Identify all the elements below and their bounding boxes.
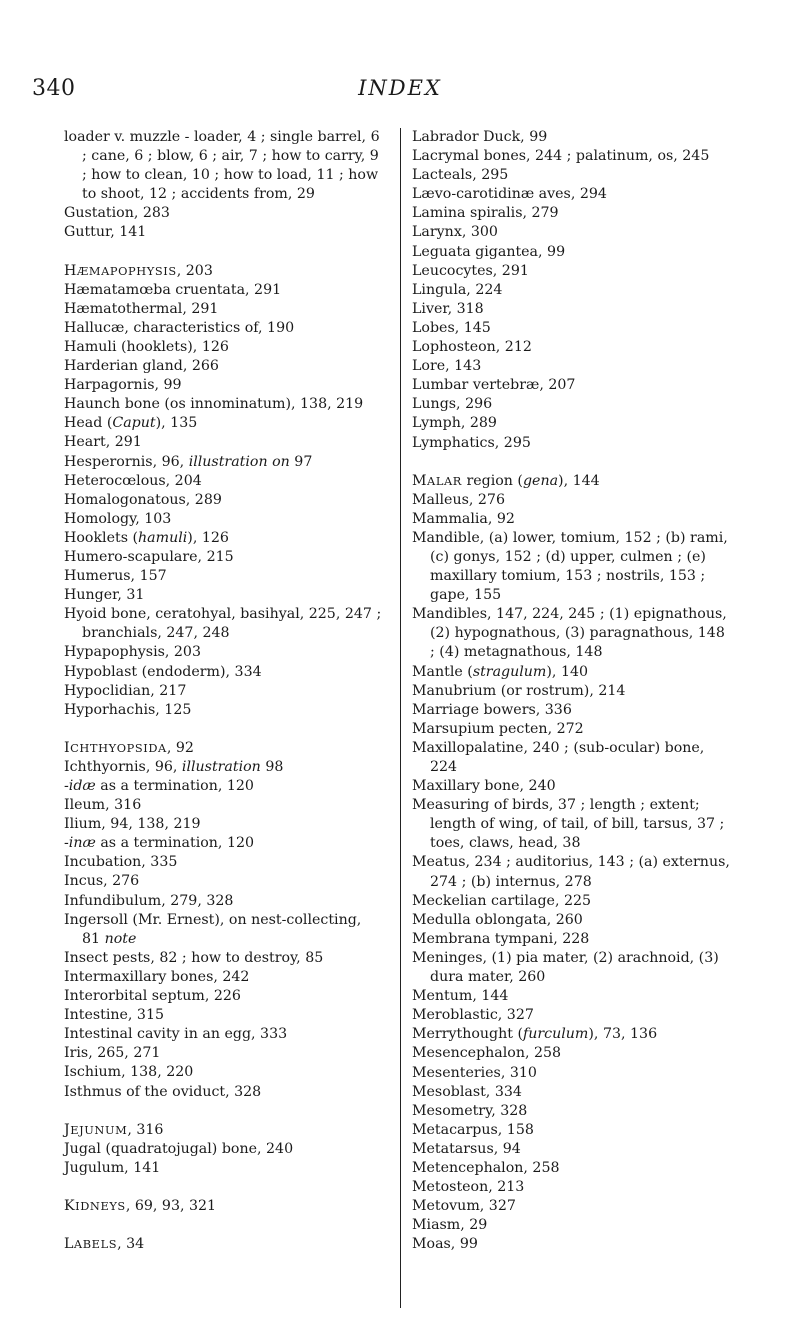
index-entry: Labrador Duck, 99 — [412, 129, 548, 145]
index-entry: Merrythought (furculum), 73, 136 — [412, 1026, 658, 1043]
index-entry: Incubation, 335 — [64, 854, 178, 871]
index-entry: Intestinal cavity in an egg, 333 — [64, 1026, 288, 1043]
index-entry: Iris, 265, 271 — [64, 1045, 161, 1062]
index-entry: Ilium, 94, 138, 219 — [64, 816, 201, 833]
index-entry: Larynx, 300 — [412, 224, 498, 241]
index-entry: Medulla oblongata, 260 — [412, 911, 583, 928]
index-entry: Mentum, 144 — [412, 988, 509, 1005]
index-entry: Lophosteon, 212 — [412, 339, 532, 356]
index-entry: Leguata gigantea, 99 — [412, 243, 566, 260]
index-entry: Haunch bone (os innominatum), 138, 219 — [64, 396, 364, 413]
l-section — [64, 1235, 382, 1254]
m-entries — [412, 491, 730, 1255]
l-entries — [412, 128, 730, 453]
index-entry: Hunger, 31 — [64, 587, 145, 604]
h-section — [64, 262, 382, 720]
index-entry: Ileum, 316 — [64, 797, 142, 814]
k-section — [64, 1197, 382, 1216]
index-entry: Lamina spiralis, 279 — [412, 205, 559, 222]
index-entry: Heterocœlous, 204 — [64, 472, 202, 489]
index-entry: Harderian gland, 266 — [64, 358, 219, 375]
index-entry: Metosteon, 213 — [412, 1179, 525, 1196]
index-entry: Lymph, 289 — [412, 415, 497, 432]
index-entry: Hallucæ, characteristics of, 190 — [64, 319, 295, 336]
index-entry: Homology, 103 — [64, 510, 172, 527]
h-entries — [64, 281, 382, 720]
index-entry: Mandible, (a) lower, tomium, 152 ; (b) rami, (c) gonys, 152 ; (d) upper, culmen ; (e) maxillary tomium, 153 ; nostrils, 153 ; gape, 155 — [412, 529, 728, 604]
index-entry: Ischium, 138, 220 — [64, 1064, 194, 1081]
index-entry: Hæmatamœba cruentata, 291 — [64, 281, 282, 298]
index-entry: Mesenteries, 310 — [412, 1064, 537, 1081]
index-entry: Lacteals, 295 — [412, 167, 509, 184]
index-entry: Lævo-carotidinæ aves, 294 — [412, 186, 607, 203]
index-entry: Metencephalon, 258 — [412, 1159, 560, 1176]
index-entry: Hesperornis, 96, illustration on 97 — [64, 453, 313, 470]
index-entry: Malleus, 276 — [412, 491, 505, 508]
index-entry: Intermaxillary bones, 242 — [64, 968, 250, 985]
index-entry: Lymphatics, 295 — [412, 434, 531, 451]
index-entry: Jugulum, 141 — [64, 1159, 161, 1176]
page-number: 340 — [32, 76, 76, 101]
index-entry: Metovum, 327 — [412, 1198, 516, 1215]
index-entry: Mesometry, 328 — [412, 1102, 528, 1119]
index-entry: Harpagornis, 99 — [64, 377, 182, 394]
index-entry: Incus, 276 — [64, 873, 140, 890]
index-entry: Meroblastic, 327 — [412, 1007, 534, 1024]
index-entry: Hooklets (hamuli), 126 — [64, 529, 229, 546]
index-entry: Leucocytes, 291 — [412, 262, 529, 279]
index-entry: Hyporhachis, 125 — [64, 701, 192, 718]
index-entry: Marriage bowers, 336 — [412, 701, 572, 718]
index-entry: Jugal (quadratojugal) bone, 240 — [64, 1140, 294, 1157]
i-entries — [64, 758, 382, 1102]
index-entry: Head (Caput), 135 — [64, 415, 198, 432]
index-entry: Metacarpus, 158 — [412, 1121, 534, 1138]
index-entry: Humero-scapulare, 215 — [64, 548, 234, 565]
index-entry: Hyoid bone, ceratohyal, basihyal, 225, 247 ; branchials, 247, 248 — [64, 606, 382, 642]
index-entry: loader v. muzzle - loader, 4 ; single barrel, 6 ; cane, 6 ; blow, 6 ; air, 7 ; how to carry, 9 ; how to clean, 10 ; how to load, 11 ; how to shoot, 12 ; accidents from, 29 — [64, 129, 380, 203]
index-entry: Lore, 143 — [412, 358, 482, 375]
section-head-j: JEJUNUM, 316 — [64, 1121, 164, 1138]
index-entry: Ichthyornis, 96, illustration 98 — [64, 758, 284, 775]
index-entry: Meckelian cartilage, 225 — [412, 892, 592, 909]
index-entry: Heart, 291 — [64, 434, 142, 451]
index-entry: Meninges, (1) pia mater, (2) arachnoid, (3) dura mater, 260 — [412, 949, 719, 986]
g-entries-group — [64, 128, 382, 243]
index-entry: Humerus, 157 — [64, 568, 167, 585]
index-entry: Ingersoll (Mr. Ernest), on nest-collecting, 81 note — [64, 911, 362, 947]
index-entry: Hypapophysis, 203 — [64, 644, 201, 661]
index-entry: Insect pests, 82 ; how to destroy, 85 — [64, 949, 324, 966]
index-entry: Lungs, 296 — [412, 396, 493, 413]
right-column — [412, 128, 730, 1254]
m-section — [412, 472, 730, 1255]
section-head-l: LABELS, 34 — [64, 1235, 145, 1252]
index-entry: Guttur, 141 — [64, 224, 147, 241]
index-entry: Maxillopalatine, 240 ; (sub-ocular) bone, 224 — [412, 739, 705, 775]
index-entry: Hypoclidian, 217 — [64, 682, 187, 699]
index-entry: Mammalia, 92 — [412, 510, 515, 527]
index-entry: Interorbital septum, 226 — [64, 988, 241, 1005]
index-entry: Infundibulum, 279, 328 — [64, 892, 234, 909]
index-entry: Measuring of birds, 37 ; length ; extent; length of wing, of tail, of bill, tarsus, 37 ; toes, claws, head, 38 — [412, 797, 725, 852]
index-entry: Gustation, 283 — [64, 205, 170, 222]
index-entry: Manubrium (or rostrum), 214 — [412, 682, 626, 699]
section-head-i: ICHTHYOPSIDA, 92 — [64, 739, 194, 756]
page-header — [0, 70, 800, 110]
index-entry: Homalogonatous, 289 — [64, 491, 222, 508]
index-entry: Lobes, 145 — [412, 319, 491, 336]
index-entry: Isthmus of the oviduct, 328 — [64, 1083, 262, 1100]
index-entry: Liver, 318 — [412, 300, 484, 317]
section-head-h: HÆMAPOPHYSIS, 203 — [64, 262, 213, 279]
j-section — [64, 1121, 382, 1178]
index-entry: Meatus, 234 ; auditorius, 143 ; (a) externus, 274 ; (b) internus, 278 — [412, 854, 730, 890]
section-head-k: KIDNEYS, 69, 93, 321 — [64, 1197, 217, 1214]
index-entry: Lumbar vertebræ, 207 — [412, 377, 576, 394]
index-entry: Lacrymal bones, 244 ; palatinum, os, 245 — [412, 148, 710, 165]
running-head: INDEX — [358, 76, 442, 100]
index-entry: -inæ as a termination, 120 — [64, 835, 255, 852]
index-entry: Hypoblast (endoderm), 334 — [64, 663, 262, 680]
index-entry: Mandibles, 147, 224, 245 ; (1) epignathous, (2) hypognathous, (3) paragnathous, 148 ; (4) metagnathous, 148 — [412, 606, 727, 661]
index-entry: -idæ as a termination, 120 — [64, 778, 254, 794]
index-entry: Marsupium pecten, 272 — [412, 720, 584, 737]
left-column — [64, 128, 382, 1254]
j-entries — [64, 1140, 382, 1178]
index-entry: Membrana tympani, 228 — [412, 930, 590, 947]
section-head-m: MALAR region (gena), 144 — [412, 472, 600, 489]
index-entry: Miasm, 29 — [412, 1217, 488, 1234]
i-section — [64, 739, 382, 1102]
index-entry: Metatarsus, 94 — [412, 1140, 521, 1157]
index-entry: Intestine, 315 — [64, 1007, 164, 1024]
index-entry: Hæmatothermal, 291 — [64, 300, 219, 317]
column-divider — [400, 128, 401, 1308]
index-entry: Mesoblast, 334 — [412, 1083, 522, 1100]
index-entry: Hamuli (hooklets), 126 — [64, 338, 229, 355]
index-entry: Mesencephalon, 258 — [412, 1045, 562, 1062]
index-entry: Moas, 99 — [412, 1236, 478, 1253]
index-entry: Maxillary bone, 240 — [412, 778, 556, 795]
index-entry: Mantle (stragulum), 140 — [412, 663, 589, 680]
index-entry: Lingula, 224 — [412, 281, 503, 298]
